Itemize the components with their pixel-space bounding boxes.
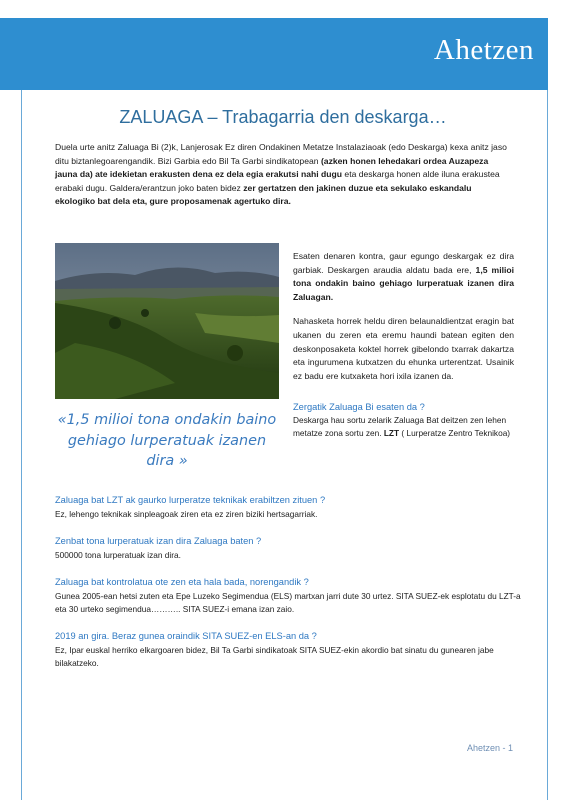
intro-bold-1: (azken honen lehedakari ordea Auzapeza jauna da) ate idekietan erakusten dena ez dela egia erakutsi nahi dugu [55, 155, 489, 179]
header-banner [0, 18, 548, 90]
article-title: ZALUAGA – Trabagarria den deskarga… [119, 107, 447, 127]
answer-text-c: ( Lurperatze Zentro Teknikoa) [399, 428, 511, 438]
intro-text-2: eta deskarga honen alde iluna erakustea erabaki dugu. Galdera/erantzun joko baten bidez [55, 169, 500, 193]
intro-paragraph [55, 141, 513, 209]
right-text-1b: 1,5 milioi tona ondakin baino gehiago lurperatuak izanen dira Zaluagan. [293, 264, 515, 302]
faq-question: 2019 an gira. Beraz gunea oraindik SITA SUEZ-en ELS-an da ? [55, 631, 317, 641]
question-answer [293, 414, 518, 440]
right-paragraph-2: Nahasketa horrek heldu diren belaunaldientzat eragin bat ukanen du zeren eta eremu haundi batean egiten den deskonposaketa koktel horrek gibelondo txarrak dakartza eta ingurumena kutxatzen du ehunka urterentzat. Usainik ez badu ere kutxaketa hori ixila izanen da. [293, 316, 514, 381]
answer-text-b: LZT [383, 428, 400, 438]
page-footer: Ahetzen - 1 [466, 743, 513, 753]
faq-answer: Gunea 2005-ean hetsi zuten eta Epe Luzeko Segimendua (ELS) martxan jarri dute 30 urtez. SITA SUEZ-ek esplotatu du LZT-a eta 30 urteko segimenduа……….. SITA SUEZ-i emana izan zaio. [55, 591, 521, 614]
faq-answer: Ez, Ipar euskal herriko elkargoaren bidez, Bil Ta Garbi sindikatoak SITA SUEZ-ekin akordio bat sinatu du gunearen jabe bilakatzeko. [55, 645, 494, 668]
pull-quote: «1,5 milioi tona ondakin baino gehiago lurperatuak izanen dira » [57, 412, 277, 469]
faq-question: Zenbat tona lurperatuak izan dira Zaluaga baten ? [55, 536, 262, 546]
header-title: Ahetzen [433, 34, 534, 66]
right-column [293, 250, 514, 394]
landscape-image [55, 243, 279, 399]
faq-list [55, 495, 525, 685]
right-text-1a: Esaten denaren kontra, gaur egungo deskargak ez dira garbiak. Deskargen araudia aldatu bada ere, [293, 251, 514, 275]
faq-item [55, 577, 525, 616]
intro-text-1: Duela urte anitz Zaluaga Bi (2)k, Lanjerosak Ez diren Ondakinen Metatze Instalaziaoak (edo Deskarga) kexa anitz jaso ditu biztanlegoarengandik. Bizi Garbia edo Bil Ta Garbi sindikatopean [55, 142, 507, 166]
question-heading: Zergatik Zaluaga Bi esaten da ? [293, 402, 425, 412]
faq-item [55, 631, 525, 670]
intro-bold-2: zer gertatzen den jakinen duzue eta sekulako eskandalu ekologiko bat dela eta, gure proposamenak agertuko dira. [55, 182, 472, 206]
faq-item [55, 495, 525, 521]
faq-question: Zaluaga bat kontrolatua ote zen eta hala bada, norengandik ? [55, 577, 309, 587]
faq-answer: Ez, lehengo teknikak sinpleagoak ziren eta ez ziren biziki hertsagarriak. [55, 509, 318, 519]
faq-answer: 500000 tona lurperatuak izan dira. [55, 550, 181, 560]
faq-item [55, 536, 525, 562]
answer-text-a: Deskarga hau sortu zelarik Zaluaga Bat deitzen zen lehen metatze zona sortu zen. [293, 415, 507, 438]
right-paragraph-1 [293, 250, 514, 304]
landfill-photo [55, 243, 279, 399]
faq-question: Zaluaga bat LZT ak gaurko lurperatze teknikak erabiltzen zituen ? [55, 495, 326, 505]
question-block-zergatik [293, 402, 518, 440]
